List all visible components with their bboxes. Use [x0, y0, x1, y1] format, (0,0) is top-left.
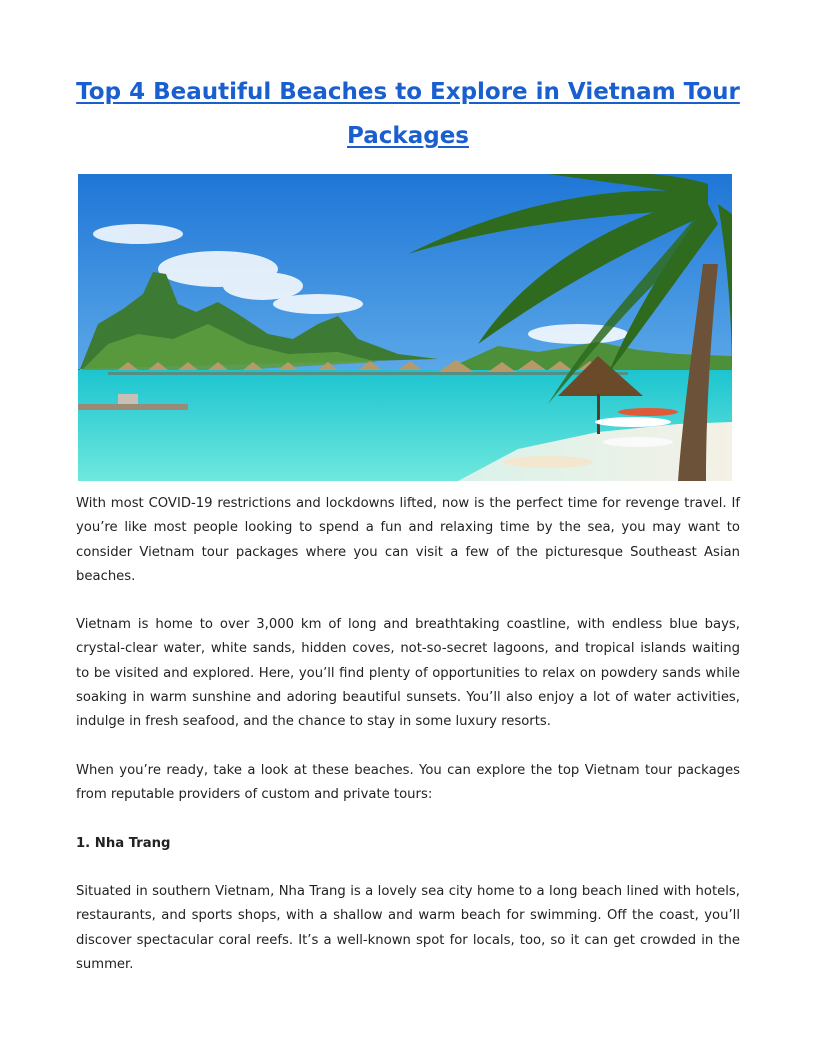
nha-trang-paragraph: Situated in southern Vietnam, Nha Trang is a lovely sea city home to a long beach lined with hotels, restaurants, and sports shops, with a shallow and warm beach for swimming. Off the coast, you’ll discover spectacular coral reefs. It’s a well-known spot for locals, too, so it can get crowded in the summer.	[76, 884, 740, 972]
intro-paragraph: With most COVID-19 restrictions and lockdowns lifted, now is the perfect time for revenge travel. If you’re like most people looking to spend a fun and relaxing time by the sea, you may want to consider Vietnam tour packages where you can visit a few of the picturesque Southeast Asian beaches.	[76, 496, 740, 584]
hero-image	[78, 174, 732, 481]
beach-scene-illustration	[78, 174, 732, 481]
tour-packages-paragraph: When you’re ready, take a look at these beaches. You can explore the top Vietnam tour packages from reputable providers of custom and private tours:	[76, 763, 740, 803]
section-heading-nha-trang: 1. Nha Trang	[76, 836, 171, 851]
pier	[78, 404, 188, 410]
title-link[interactable]: Top 4 Beautiful Beaches to Explore in Vietnam Tour Packages	[76, 79, 740, 149]
page-title	[76, 70, 740, 158]
coastline-paragraph: Vietnam is home to over 3,000 km of long and breathtaking coastline, with endless blue bays, crystal-clear water, white sands, hidden coves, not-so-secret lagoons, and tropical islands waiting to be visited and explored. Here, you’ll find plenty of opportunities to relax on powdery sands while soaking in warm sunshine and adoring beautiful sunsets. You’ll also enjoy a lot of water activities, indulge in fresh seafood, and the chance to stay in some luxury resorts.	[76, 617, 740, 730]
